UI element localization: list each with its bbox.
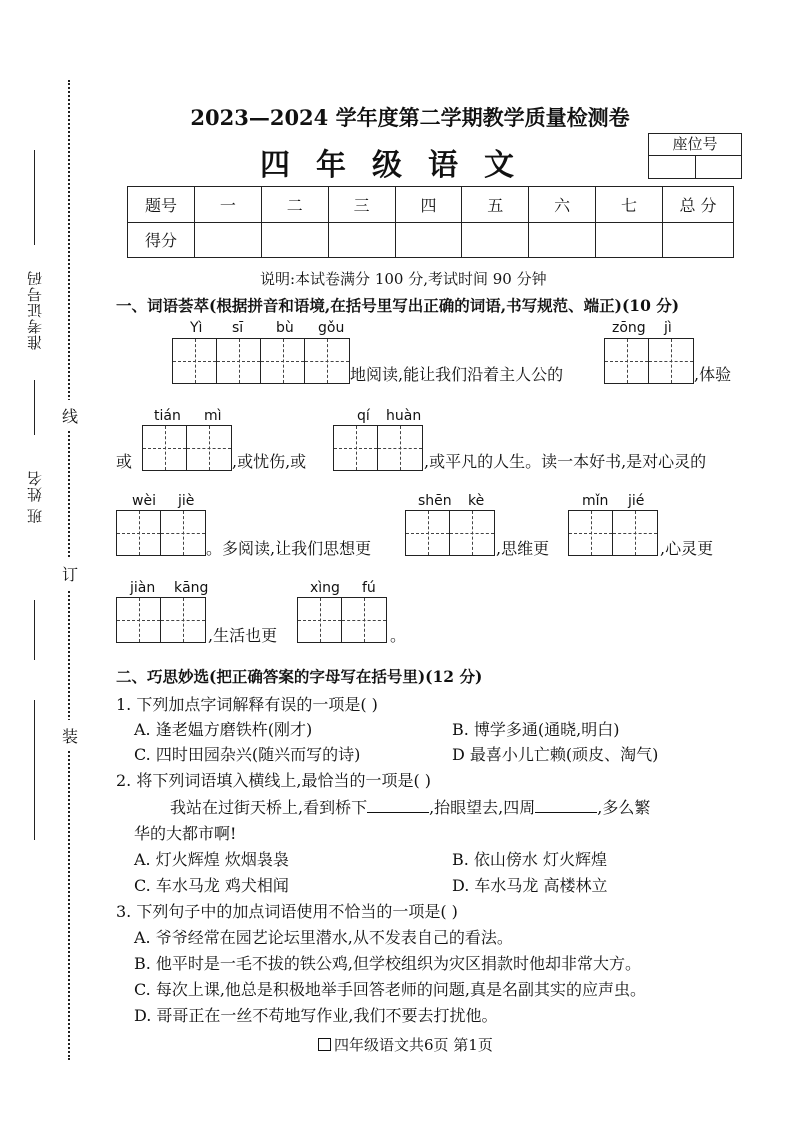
footer-text: 四年级语文共6页 第1页 [334, 1036, 493, 1054]
q2-text: ,抬眼望去,四周 [429, 798, 536, 817]
pinyin: huàn [386, 408, 422, 424]
score-cell-q7: 七 [596, 187, 663, 223]
pinyin: gǒu [318, 320, 345, 336]
binding-line-char: 线 [62, 400, 78, 431]
score-entry[interactable] [195, 222, 262, 258]
class-write-line [34, 380, 35, 435]
score-table-header-row [128, 187, 734, 223]
score-table [127, 186, 734, 258]
pinyin: jiè [178, 493, 195, 509]
q2-option-c: C. 车水马龙 鸡犬相闻 [134, 876, 289, 895]
score-cell-q2: 二 [261, 187, 328, 223]
question-3-stem: 3. 下列句子中的加点词语使用不恰当的一项是( ) [116, 902, 458, 921]
score-entry[interactable] [395, 222, 462, 258]
school-write-line [34, 700, 35, 840]
score-entry[interactable] [328, 222, 395, 258]
score-entry[interactable] [261, 222, 328, 258]
seat-number-box [648, 133, 742, 179]
passage-text: ,心灵更 [660, 539, 714, 558]
score-cell-q4: 四 [395, 187, 462, 223]
page-footer [318, 1034, 493, 1055]
pinyin: jiàn [130, 580, 156, 596]
passage-text: ,体验 [694, 365, 732, 384]
score-cell-q3: 三 [328, 187, 395, 223]
q2-option-d: D. 车水马龙 高楼林立 [452, 876, 608, 895]
score-cell-total: 总 分 [663, 187, 734, 223]
pinyin: shēn [418, 493, 452, 509]
question-2-stem: 2. 将下列词语填入横线上,最恰当的一项是( ) [116, 771, 432, 790]
admission-write-line [34, 150, 35, 245]
passage-text: 。 [390, 626, 407, 645]
score-entry[interactable] [462, 222, 529, 258]
answer-grid-9[interactable] [297, 597, 387, 643]
passage-text: ,或平凡的人生。读一本好书,是对心灵的 [424, 452, 707, 471]
fill-blank[interactable] [535, 798, 597, 813]
question-1-stem: 1. 下列加点字词解释有误的一项是( ) [116, 695, 378, 714]
passage-text: ,思维更 [496, 539, 550, 558]
pinyin: fú [362, 580, 376, 596]
q1-option-c: C. 四时田园杂兴(随兴而写的诗) [134, 745, 361, 764]
score-cell-q1: 一 [195, 187, 262, 223]
fill-blank[interactable] [367, 798, 429, 813]
pinyin: xìng [310, 580, 340, 596]
answer-grid-6[interactable] [405, 510, 495, 556]
passage-text: 。多阅读,让我们思想更 [206, 539, 372, 558]
pinyin: kè [468, 493, 485, 509]
binding-bind-char: 装 [62, 720, 78, 751]
passage-text: ,生活也更 [208, 626, 278, 645]
q2-passage-line-2: 华的大都市啊! [134, 824, 237, 843]
answer-grid-5[interactable] [116, 510, 206, 556]
score-table-score-row [128, 222, 734, 258]
score-entry[interactable] [596, 222, 663, 258]
square-icon [318, 1038, 331, 1051]
exam-note: 说明:本试卷满分 100 分,考试时间 90 分钟 [260, 270, 547, 288]
answer-grid-2[interactable] [604, 338, 694, 384]
answer-grid-1[interactable] [172, 338, 350, 384]
pinyin: mì [204, 408, 222, 424]
admission-number-label: 准考证号码 [26, 270, 44, 350]
pinyin: wèi [132, 493, 156, 509]
q2-text: 我站在过街天桥上,看到桥下 [170, 798, 368, 817]
pinyin: qí [357, 408, 370, 424]
pinyin: tián [154, 408, 181, 424]
score-row-label: 得分 [128, 222, 195, 258]
q1-option-a: A. 逢老媪方磨铁杵(刚才) [134, 720, 313, 739]
q2-text: ,多么繁 [597, 798, 651, 817]
pinyin: bù [276, 320, 294, 336]
q1-option-b: B. 博学多通(通晓,明白) [452, 720, 620, 739]
seat-number-label: 座位号 [649, 134, 741, 156]
score-entry[interactable] [663, 222, 734, 258]
passage-text: 地阅读,能让我们沿着主人公的 [350, 365, 564, 384]
binding-seal-char: 订 [62, 558, 78, 589]
q2-passage-line [170, 795, 650, 818]
pinyin: jì [664, 320, 672, 336]
pinyin: sī [232, 320, 244, 336]
exam-title: 2023—2024 学年度第二学期教学质量检测卷 [190, 105, 630, 130]
answer-grid-8[interactable] [116, 597, 206, 643]
q2-option-a: A. 灯火辉煌 炊烟袅袅 [134, 850, 289, 869]
class-name-label: 班 姓名 [26, 470, 44, 524]
pinyin: kāng [174, 580, 209, 596]
q2-option-b: B. 依山傍水 灯火辉煌 [452, 850, 608, 869]
answer-grid-4[interactable] [333, 425, 423, 471]
q3-option-b: B. 他平时是一毛不拔的铁公鸡,但学校组织为灾区捐款时他却非常大方。 [134, 954, 642, 973]
score-entry[interactable] [529, 222, 596, 258]
q3-option-c: C. 每次上课,他总是积极地举手回答老师的问题,真是名副其实的应声虫。 [134, 980, 647, 999]
pinyin: zōng [612, 320, 646, 336]
answer-grid-3[interactable] [142, 425, 232, 471]
score-cell-q5: 五 [462, 187, 529, 223]
passage-text: ,或忧伤,或 [232, 452, 307, 471]
score-cell-label: 题号 [128, 187, 195, 223]
subject-title: 四年级语文 [260, 148, 540, 183]
score-cell-q6: 六 [529, 187, 596, 223]
q3-option-d: D. 哥哥正在一丝不苟地写作业,我们不要去打扰他。 [134, 1006, 498, 1025]
q3-option-a: A. 爷爷经常在园艺论坛里潜水,从不发表自己的看法。 [134, 928, 513, 947]
section2-heading: 二、巧思妙选(把正确答案的字母写在括号里)(12 分) [116, 667, 483, 686]
pinyin: Yì [190, 320, 203, 336]
passage-text: 或 [116, 452, 133, 471]
name-write-line [34, 600, 35, 660]
pinyin: mǐn [582, 493, 609, 509]
section1-heading: 一、词语荟萃(根据拼音和语境,在括号里写出正确的词语,书写规范、端正)(10 分) [116, 296, 680, 315]
pinyin: jié [628, 493, 645, 509]
q1-option-d: D 最喜小儿亡赖(顽皮、淘气) [452, 745, 659, 764]
answer-grid-7[interactable] [568, 510, 658, 556]
